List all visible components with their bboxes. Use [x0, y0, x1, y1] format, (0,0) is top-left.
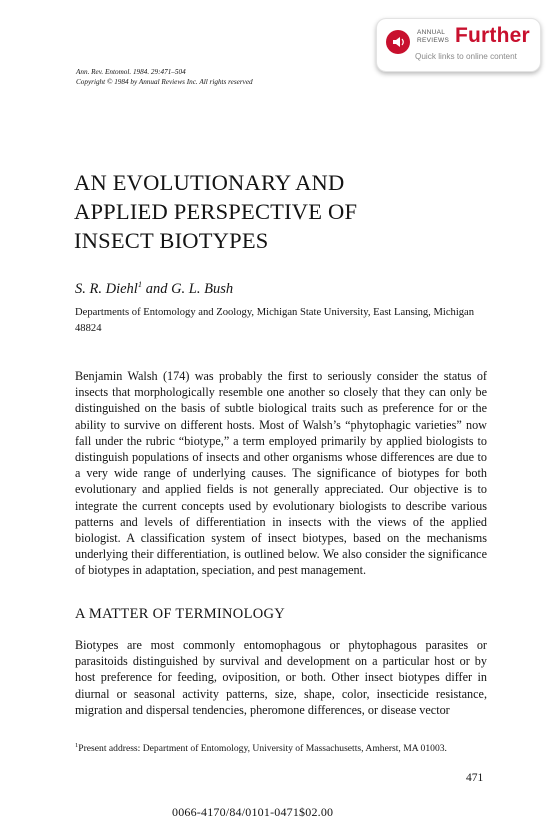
publisher-line-2: REVIEWS: [417, 37, 450, 44]
author-name: S. R. Diehl: [75, 280, 138, 297]
further-wordmark: Further: [455, 24, 530, 47]
title-line: INSECT BIOTYPES: [74, 228, 269, 253]
publisher-line-1: ANNUAL: [417, 29, 446, 36]
footnote-marker: 1: [137, 279, 143, 289]
article-title: [74, 168, 494, 255]
speaker-icon: [386, 30, 410, 54]
body-paragraph: Benjamin Walsh (174) was probably the first to seriously consider the status of insects that morphologically resemble one another so closely that they can only be distinguished on the basis of subtle biological traits such as preference for or the ability to survive on different hosts. Most of Walsh’s “phytophagic varieties” now fall under the rubric “biotype,” a term employed primarily by applied biologists to distinguish populations of insects and other organisms whose differences are due to a very wide range of underlying causes. The significance of biotypes for both evolutionary and applied fields is not generally appreciated. Our objective is to integrate the current concepts used by evolutionary biologists to describe various patterns and levels of differentiation in insects with the views of the applied biologist. A classification system of insect biotypes, based on the mechanisms underlying their differentiation, is outlined below. We also consider the significance of biotypes in adaptation, speciation, and pest management.: [75, 369, 487, 578]
title-line: AN EVOLUTIONARY AND: [74, 170, 345, 195]
journal-citation: Ann. Rev. Entomol. 1984. 29:471–504: [76, 68, 186, 76]
copyright-notice: Copyright © 1984 by Annual Reviews Inc. All rights reserved: [76, 78, 253, 86]
body-paragraph: Biotypes are most commonly entomophagous or phytophagous parasites or parasitoids distinguished by survival and development on a particular host or by host preference for feeding, oviposition, or both. Other insect biotypes differ in diurnal or seasonal activity patterns, size, shape, color, insecticide resistance, migration and dispersal tendencies, pheromone differences, or disease vector: [75, 638, 487, 717]
author-byline: [75, 280, 233, 296]
further-links-badge[interactable]: [376, 18, 541, 72]
author-affiliation: Departments of Entomology and Zoology, Michigan State University, East Lansing, Michigan 48824: [75, 307, 475, 334]
author-name: and G. L. Bush: [142, 280, 234, 297]
price-code: 0066-4170/84/0101-0471$02.00: [172, 805, 334, 819]
page-number: 471: [466, 772, 484, 784]
title-line: APPLIED PERSPECTIVE OF: [74, 199, 358, 224]
footnote-text: Present address: Department of Entomology, University of Massachusetts, Amherst, MA 01003.: [78, 743, 447, 755]
footnote-marker: 1: [75, 742, 79, 749]
footnote: [75, 739, 489, 756]
section-heading: A MATTER OF TERMINOLOGY: [75, 606, 286, 622]
further-tagline[interactable]: Quick links to online content: [415, 52, 517, 61]
